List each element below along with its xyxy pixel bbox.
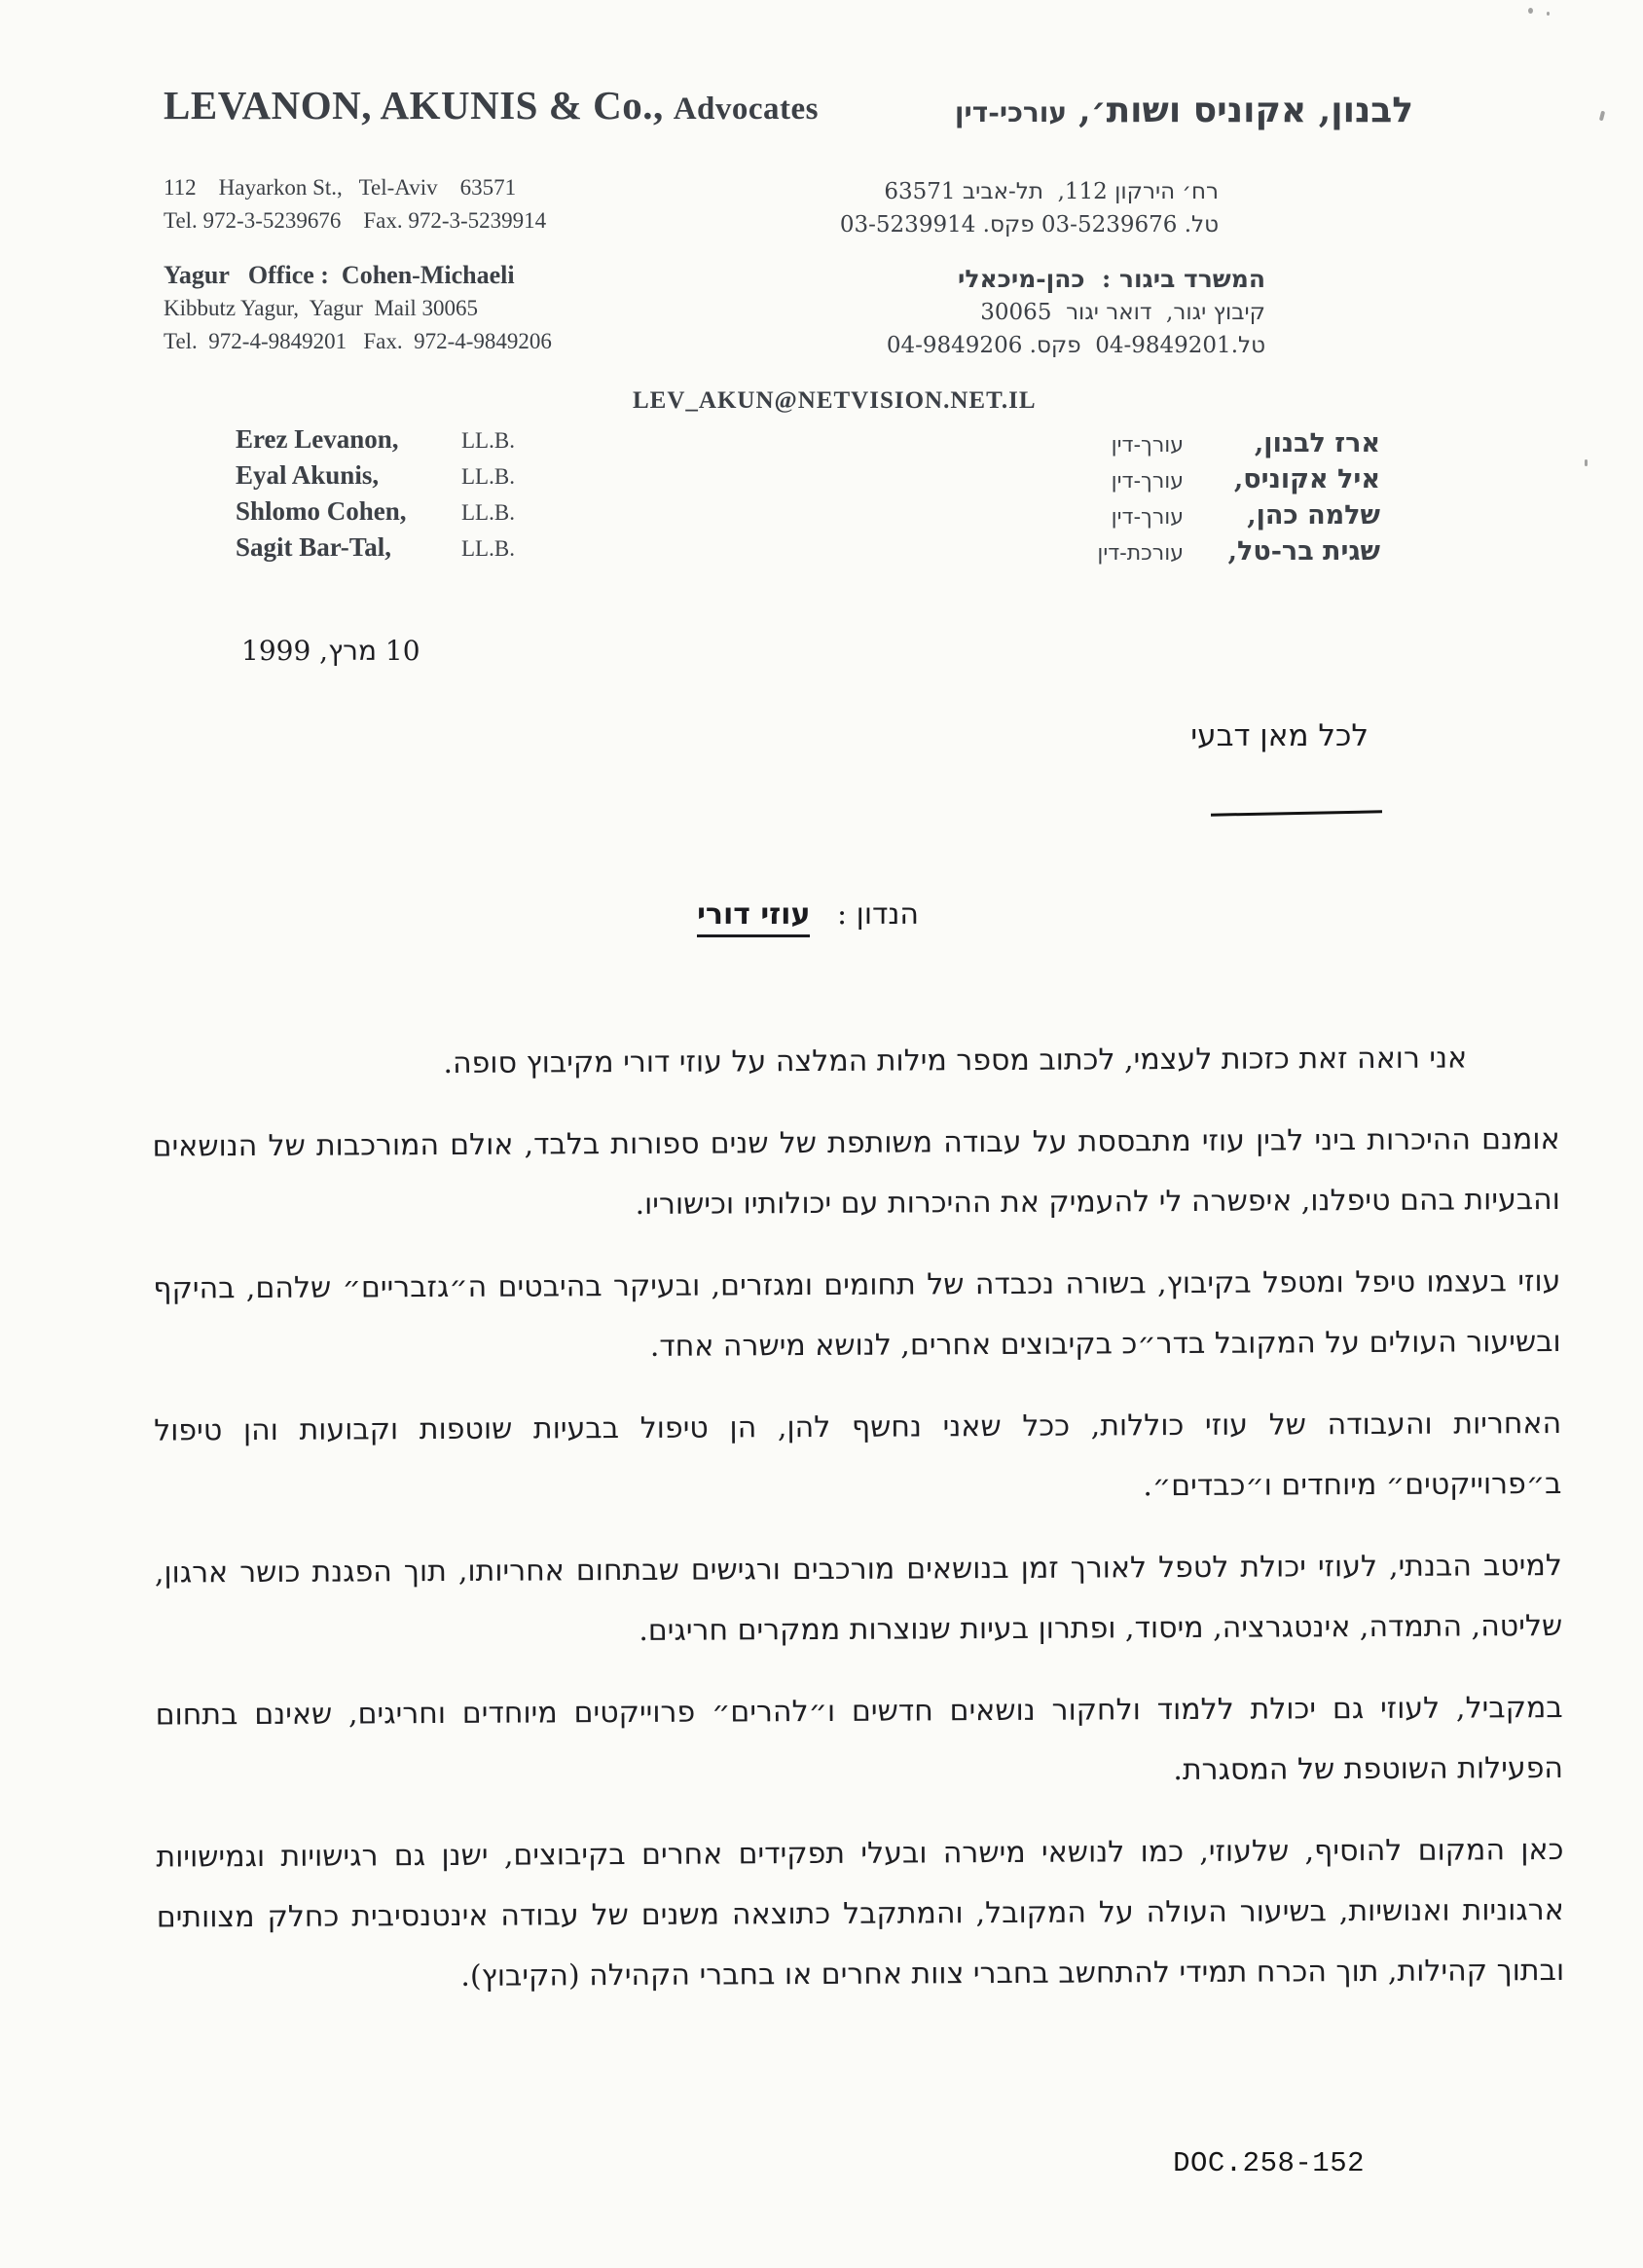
subject-line (697, 897, 919, 932)
body-paragraph: למיטב הבנתי, לעוזי יכולת לטפל לאורך זמן בנושאים מורכבים ורגישים שבתחום אחריותו, תוך הפגנת כושר ארגון, שליטה, התמדה, אינטגרציה, מיסוד, ופתרון בעיות שנוצרות ממקרים חריגים. (154, 1548, 1563, 1648)
telaviv-street-hebrew: רח׳ הירקון 112, תל-אביב 63571 (884, 179, 1219, 204)
yagur-address-hebrew: קיבוץ יגור, דואר יגור 30065 (980, 300, 1265, 325)
attorney-name-english: Eyal Akunis, (236, 460, 380, 490)
letter-body (152, 1028, 1564, 2030)
attorney-row (236, 424, 515, 460)
attorney-title-hebrew: עורכת-דין (1097, 541, 1184, 566)
attorney-degree: LL.B. (461, 500, 515, 525)
attorney-degree: LL.B. (461, 536, 515, 561)
attorneys-list-english (236, 424, 515, 568)
doc-number: DOC.258-152 (1173, 2147, 1365, 2179)
yagur-phones-english: Tel. 972-4-9849201 Fax. 972-4-9849206 (164, 329, 552, 353)
body-paragraph: עוזי בעצמו טיפל ומטפל בקיבוץ, בשורה נכבדה של תחומים ומגזרים, ובעיקר בהיבטים ה״גזבריים״ שלהם, בהיקף ובשיעור העולים על המקובל בדר״כ בקיבוצים אחרים, לנושא מישרה אחד. (153, 1263, 1561, 1364)
firm-name-hebrew (955, 90, 1413, 130)
attorney-title-hebrew: עורך-דין (1111, 469, 1184, 494)
firm-name-english (164, 82, 819, 128)
addressee: לכל מאן דבעי (1190, 718, 1369, 753)
attorney-title-hebrew: עורך-דין (1111, 433, 1184, 457)
yagur-office-title-hebrew: המשרד ביגור : כהן-מיכאלי (957, 265, 1265, 293)
yagur-office-block-hebrew (887, 263, 1265, 362)
attorney-name-hebrew: שלמה כהן, (1247, 500, 1380, 530)
attorney-name-english: Sagit Bar-Tal, (236, 532, 392, 562)
attorney-row (1097, 428, 1380, 464)
body-paragraph: אני רואה זאת כזכות לעצמי, לכתוב מספר מילות המלצה על עוזי דורי מקיבוץ סופה. (443, 1041, 1468, 1081)
attorney-name-english: Erez Levanon, (236, 424, 399, 454)
attorney-name-english: Shlomo Cohen, (236, 496, 407, 526)
subject-title: עוזי דורי (697, 897, 810, 937)
scan-speckle (1547, 12, 1550, 16)
attorney-title-hebrew: עורך-דין (1111, 505, 1184, 530)
body-paragraph: במקביל, לעוזי גם יכולת ללמוד ולחקור נושאים חדשים ו״להרים״ פרוייקטים מיוחדים וחריגים, שאינם בתחום הפעילות השוטפת של המסגרת. (155, 1690, 1564, 1788)
body-paragraph: כאן המקום להוסיף, שלעוזי, כמו לנושאי מישרה ובעלי תפקידים אחרים בקיבוצים, ישנן גם רגישויות וגמישויות ארגוניות ואנושיות, בשיעור העולה על המקובל, והמתקבל כתוצאה משנים של עבודה אינטנסיבית כחלק מצוותים ובתוך קהילות, תוך הכרח תמידי להתחשב בחברי צוות אחרים או בחברי הקהילה (הקיבוץ). (156, 1832, 1565, 1994)
body-paragraph: אומנם ההיכרות ביני לבין עוזי מתבססת על עבודה משותפת של שנים ספורות בלבד, אולם המורכבות של הנושאים והבעיות בהם טיפלנו, איפשרה לי להעמיק את ההיכרות עם יכולותיו וכישוריו. (152, 1121, 1561, 1222)
firm-name-english-suffix: Advocates (673, 91, 820, 127)
attorney-degree: LL.B. (461, 428, 515, 453)
telaviv-phones-hebrew: טל. 03-5239676 פקס. 03-5239914 (839, 212, 1219, 238)
yagur-phones-hebrew: טל.04-9849201 פקס. 04-9849206 (886, 333, 1265, 358)
firm-name-hebrew-suffix: עורכי-דין (954, 96, 1068, 128)
attorney-row (1097, 536, 1380, 572)
addressee-underline (1211, 810, 1382, 816)
attorney-row (236, 532, 515, 568)
firm-name-english-main: LEVANON, AKUNIS & Co., (164, 83, 664, 128)
attorney-row (236, 460, 515, 496)
yagur-office-title-english: Yagur Office : Cohen-Michaeli (164, 261, 515, 289)
telaviv-street-english: 112 Hayarkon St., Tel-Aviv 63571 (164, 175, 517, 200)
attorney-name-hebrew: איל אקוניס, (1233, 464, 1380, 494)
scan-speckle (1599, 111, 1605, 122)
firm-email: LEV_AKUN@NETVISION.NET.IL (633, 387, 1037, 414)
letter-date: 10 מרץ, 1999 (241, 635, 420, 667)
attorney-row (1097, 500, 1380, 536)
telaviv-address-block-english (164, 171, 546, 238)
yagur-office-block-english (164, 259, 552, 358)
subject-label: הנדון : (837, 897, 919, 932)
attorney-row (236, 496, 515, 532)
attorney-degree: LL.B. (461, 464, 515, 489)
attorney-name-hebrew: שגית בר-טל, (1227, 536, 1380, 567)
telaviv-address-block-hebrew (840, 175, 1219, 241)
attorney-row (1097, 464, 1380, 500)
attorneys-list-hebrew (1097, 428, 1380, 572)
telaviv-phones-english: Tel. 972-3-5239676 Fax. 972-3-5239914 (164, 208, 547, 233)
attorney-name-hebrew: ארז לבנון, (1254, 428, 1380, 458)
body-paragraph: האחריות והעבודה של עוזי כוללות, ככל שאני נחשף להן, הן טיפול בבעיות שוטפות וקבועות והן טיפול ב״פרוייקטים״ מיוחדים ו״כבדים״. (154, 1406, 1562, 1504)
firm-name-hebrew-main: לבנון, אקוניס ושות׳, (1078, 90, 1413, 130)
scan-speckle (1585, 459, 1588, 466)
yagur-address-english: Kibbutz Yagur, Yagur Mail 30065 (164, 296, 479, 320)
scan-speckle (1528, 8, 1533, 14)
